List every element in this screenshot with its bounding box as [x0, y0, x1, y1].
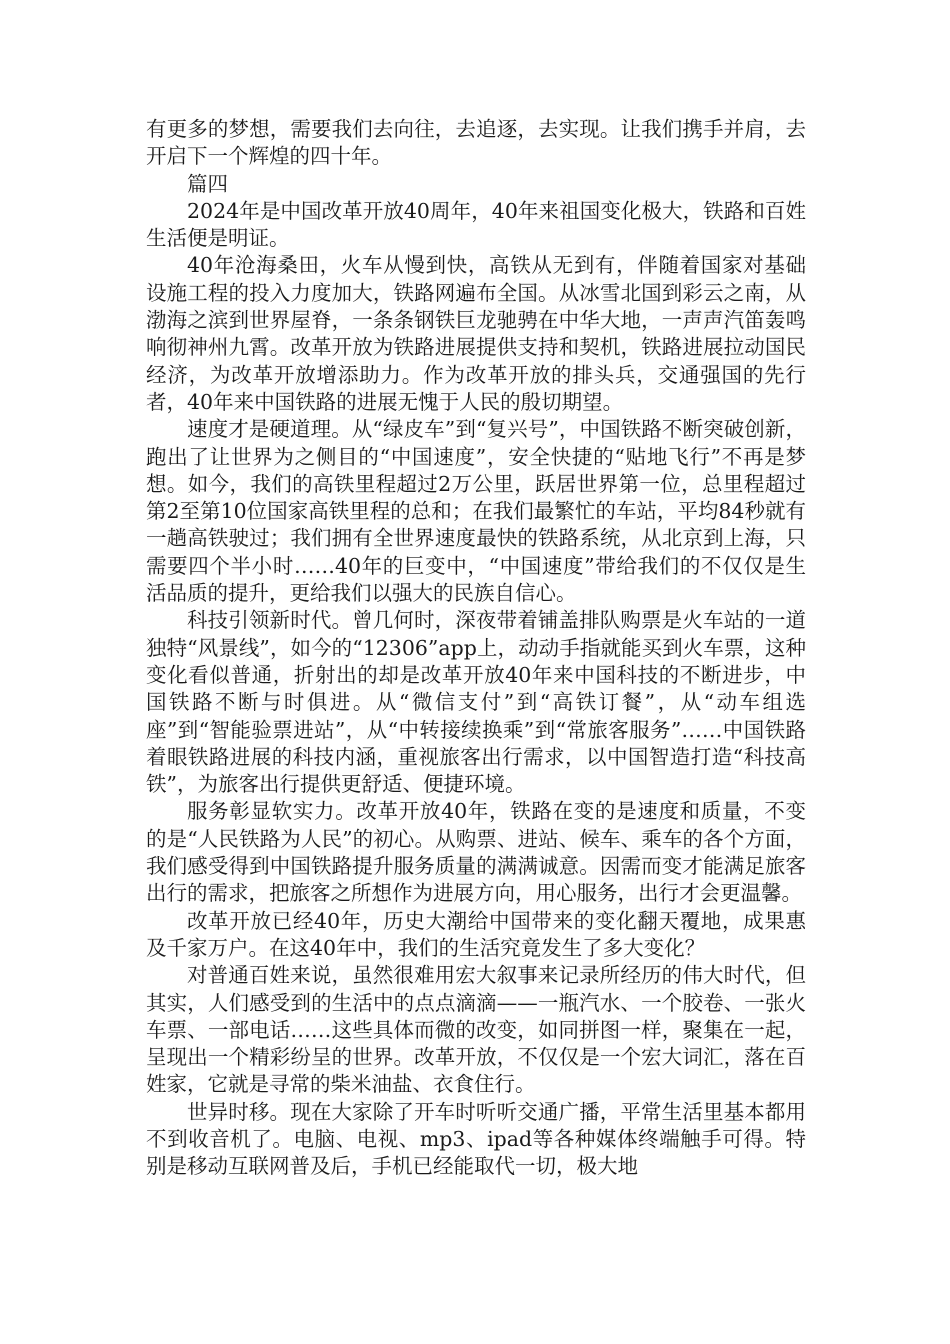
paragraph: 40年沧海桑田，火车从慢到快，高铁从无到有，伴随着国家对基础设施工程的投入力度加大，铁路网遍布全国。从冰雪北国到彩云之南，从渤海之滨到世界屋脊，一条条钢铁巨龙驰骋在中华大地，一声声汽笛轰鸣响彻神州九霄。改革开放为铁路进展提供支持和契机，铁路进展拉动国民经济，为改革开放增添助力。作为改革开放的排头兵，交通强国的先行者，40年来中国铁路的进展无愧于人民的殷切期望。: [146, 253, 806, 414]
paragraph: 2024年是中国改革开放40周年，40年来祖国变化极大，铁路和百姓生活便是明证。: [146, 198, 806, 251]
paragraph: 对普通百姓来说，虽然很难用宏大叙事来记录所经历的伟大时代，但其实，人们感受到的生活中的点点滴滴——一瓶汽水、一个胶卷、一张火车票、一部电话……这些具体而微的改变，如同拼图一样，聚集在一起，呈现出一个精彩纷呈的世界。改革开放，不仅仅是一个宏大词汇，落在百姓家，它就是寻常的柴米油盐、衣食住行。: [146, 963, 806, 1097]
paragraph: 科技引领新时代。曾几何时，深夜带着铺盖排队购票是火车站的一道独特“风景线”，如今的“12306”app上，动动手指就能买到火车票，这种变化看似普通，折射出的却是改革开放40年来中国科技的不断进步，中国铁路不断与时俱进。从“微信支付”到“高铁订餐”，从“动车组选座”到“智能验票进站”，从“中转接续换乘”到“常旅客服务”……中国铁路着眼铁路进展的科技内涵，重视旅客出行需求，以中国智造打造“科技高铁”，为旅客出行提供更舒适、便捷环境。: [146, 608, 806, 797]
document-page: [146, 116, 806, 1181]
paragraph-continuation: 有更多的梦想，需要我们去向往，去追逐，去实现。让我们携手并肩，去开启下一个辉煌的四十年。: [146, 117, 806, 169]
paragraph: 世异时移。现在大家除了开车时听听交通广播，平常生活里基本都用不到收音机了。电脑、电视、mp3、ipad等各种媒体终端触手可得。特别是移动互联网普及后，手机已经能取代一切，极大地: [146, 1099, 806, 1179]
paragraph: 服务彰显软实力。改革开放40年，铁路在变的是速度和质量，不变的是“人民铁路为人民”的初心。从购票、进站、候车、乘车的各个方面，我们感受得到中国铁路提升服务质量的满满诚意。因需而变才能满足旅客出行的需求，把旅客之所想作为进展方向，用心服务，出行才会更温馨。: [146, 799, 806, 906]
paragraph: 速度才是硬道理。从“绿皮车”到“复兴号”，中国铁路不断突破创新，跑出了让世界为之侧目的“中国速度”，安全快捷的“贴地飞行”不再是梦想。如今，我们的高铁里程超过2万公里，跃居世界第一位，总里程超过第2至第10位国家高铁里程的总和；在我们最繁忙的车站，平均84秒就有一趟高铁驶过；我们拥有全世界速度最快的铁路系统，从北京到上海，只需要四个半小时……40年的巨变中，“中国速度”带给我们的不仅仅是生活品质的提升，更给我们以强大的民族自信心。: [146, 417, 806, 606]
section-heading: 篇四: [187, 171, 228, 196]
paragraph: 改革开放已经40年，历史大潮给中国带来的变化翻天覆地，成果惠及千家万户。在这40年中，我们的生活究竟发生了多大变化？: [146, 908, 806, 960]
